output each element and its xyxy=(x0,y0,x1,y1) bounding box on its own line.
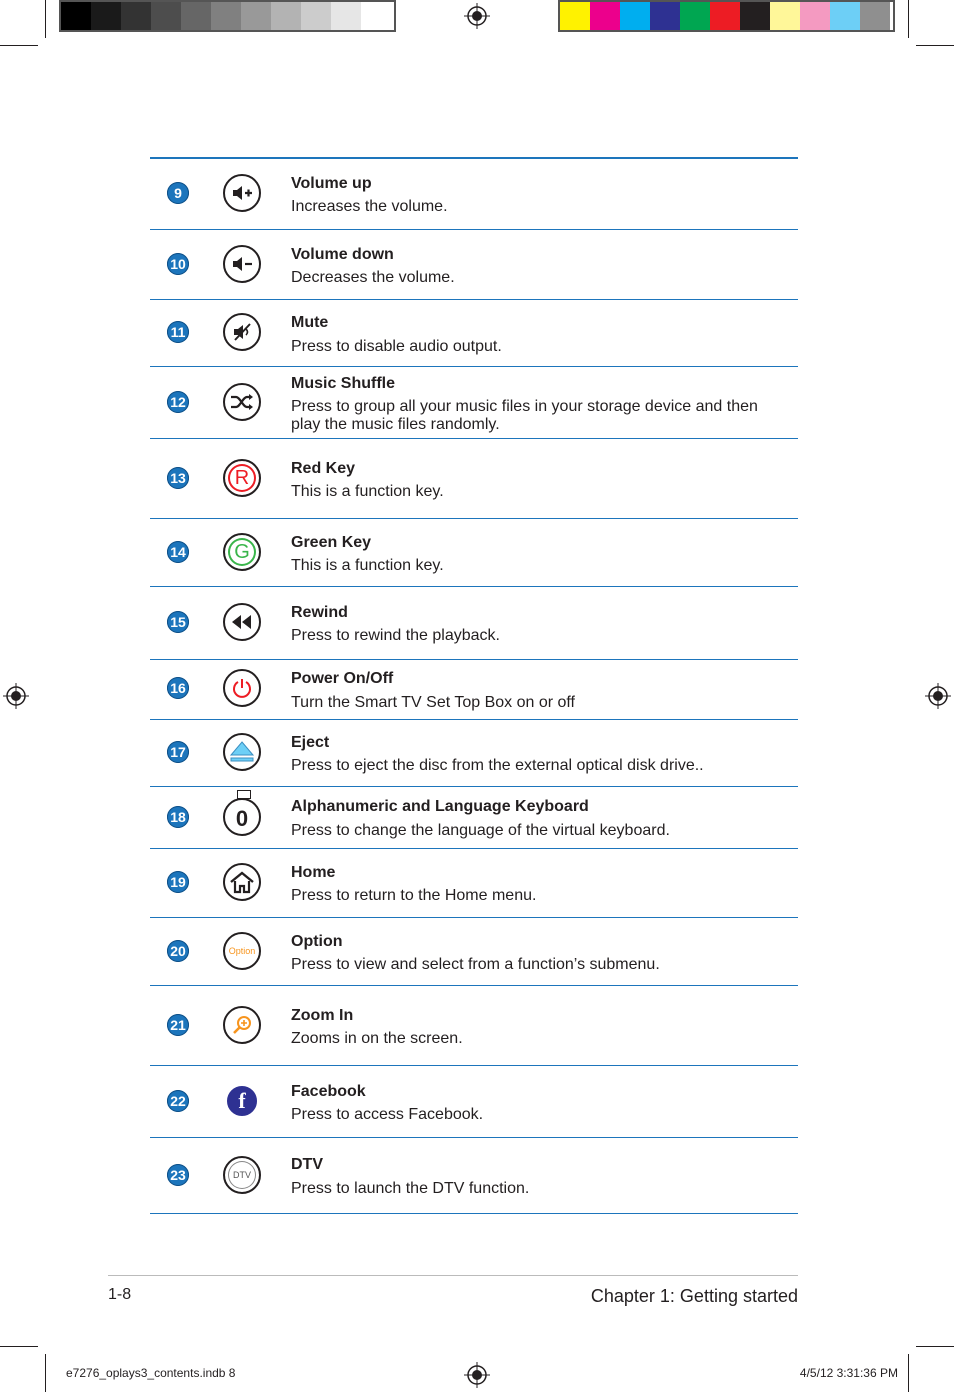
crop-mark xyxy=(0,1346,38,1347)
item-title: Facebook xyxy=(291,1083,366,1100)
table-top-border xyxy=(150,157,798,159)
registration-mark-icon xyxy=(464,3,490,29)
item-description: Decreases the volume. xyxy=(291,269,455,286)
item-title: Mute xyxy=(291,314,329,331)
item-number-badge: 17 xyxy=(167,741,189,763)
row-divider xyxy=(150,917,798,918)
item-description: Press to return to the Home menu. xyxy=(291,887,537,904)
color-swatch xyxy=(830,2,860,30)
row-divider xyxy=(150,518,798,519)
gray-swatch xyxy=(121,2,151,30)
item-title: Option xyxy=(291,933,343,950)
keyboard-icon xyxy=(237,790,251,799)
facebook-glyph: f xyxy=(238,1088,246,1113)
gray-swatch xyxy=(61,2,91,30)
row-divider xyxy=(150,299,798,300)
item-number-badge: 18 xyxy=(167,806,189,828)
process-color-bar xyxy=(558,0,895,32)
row-divider xyxy=(150,1137,798,1138)
item-title: Home xyxy=(291,864,336,881)
row-divider xyxy=(150,586,798,587)
crop-mark xyxy=(0,45,38,46)
color-swatch xyxy=(770,2,800,30)
item-description: Press to disable audio output. xyxy=(291,338,502,355)
row-divider xyxy=(150,786,798,787)
page-number: 1-8 xyxy=(108,1286,132,1303)
color-swatch xyxy=(860,2,890,30)
row-divider xyxy=(150,1065,798,1066)
item-number-badge: 15 xyxy=(167,611,189,633)
dtv-icon xyxy=(223,1156,261,1194)
item-number-badge: 10 xyxy=(167,253,189,275)
item-title: Volume up xyxy=(291,175,372,192)
item-description: This is a function key. xyxy=(291,557,444,574)
zoom-in-icon xyxy=(223,1006,261,1044)
crop-mark xyxy=(908,1354,909,1392)
shuffle-icon xyxy=(223,383,261,421)
crop-mark xyxy=(916,45,954,46)
item-description: Press to rewind the playback. xyxy=(291,627,500,644)
item-description: Press to access Facebook. xyxy=(291,1106,484,1123)
color-swatch xyxy=(590,2,620,30)
item-description: Turn the Smart TV Set Top Box on or off xyxy=(291,694,575,711)
item-number-badge: 14 xyxy=(167,541,189,563)
option-icon xyxy=(223,932,261,970)
color-swatch xyxy=(560,2,590,30)
green-key-glyph: G xyxy=(234,540,250,563)
item-description: Press to launch the DTV function. xyxy=(291,1180,530,1197)
gray-swatch xyxy=(301,2,331,30)
item-description: Press to change the language of the virtual keyboard. xyxy=(291,822,670,839)
keyboard-zero-glyph: 0 xyxy=(235,806,249,831)
item-number-badge: 11 xyxy=(167,321,189,343)
red-key-glyph: R xyxy=(234,466,250,489)
row-divider xyxy=(150,229,798,230)
gray-swatch xyxy=(91,2,121,30)
item-description: Press to group all your music files in your storage device and then play the music files randomly. xyxy=(291,398,758,433)
item-title: Rewind xyxy=(291,604,348,621)
gray-swatch xyxy=(361,2,391,30)
crop-mark xyxy=(45,1354,46,1392)
color-swatch xyxy=(710,2,740,30)
item-title: Power On/Off xyxy=(291,670,394,687)
chapter-title: Chapter 1: Getting started xyxy=(590,1286,798,1306)
item-number-badge: 12 xyxy=(167,391,189,413)
item-title: Green Key xyxy=(291,534,372,551)
gray-swatch xyxy=(181,2,211,30)
home-icon xyxy=(223,863,261,901)
grayscale-color-bar xyxy=(59,0,396,32)
item-description: Press to eject the disc from the external optical disk drive.. xyxy=(291,757,704,774)
option-glyph: Option xyxy=(228,946,256,956)
item-title: Red Key xyxy=(291,460,356,477)
item-number-badge: 16 xyxy=(167,677,189,699)
item-title: Alphanumeric and Language Keyboard xyxy=(291,798,589,815)
item-description: This is a function key. xyxy=(291,483,444,500)
volume-down-icon xyxy=(223,245,261,283)
rewind-icon xyxy=(223,603,261,641)
eject-icon xyxy=(223,733,261,771)
slug-filename: e7276_oplays3_contents.indb 8 xyxy=(66,1366,236,1380)
crop-mark xyxy=(45,0,46,38)
gray-swatch xyxy=(151,2,181,30)
volume-up-icon xyxy=(223,174,261,212)
color-swatch xyxy=(650,2,680,30)
gray-swatch xyxy=(211,2,241,30)
row-divider xyxy=(150,719,798,720)
keyboard-zero-icon xyxy=(223,798,261,836)
row-divider xyxy=(150,985,798,986)
item-description: Zooms in on the screen. xyxy=(291,1030,463,1047)
red-key-icon xyxy=(223,459,261,497)
registration-mark-icon xyxy=(925,683,951,709)
registration-mark-icon xyxy=(464,1362,490,1388)
color-swatch xyxy=(680,2,710,30)
gray-swatch xyxy=(271,2,301,30)
color-swatch xyxy=(620,2,650,30)
gray-swatch xyxy=(331,2,361,30)
row-divider xyxy=(150,659,798,660)
registration-mark-icon xyxy=(3,683,29,709)
item-title: Music Shuffle xyxy=(291,375,396,392)
row-divider xyxy=(150,366,798,367)
facebook-icon xyxy=(227,1086,257,1116)
item-number-badge: 9 xyxy=(167,182,189,204)
crop-mark xyxy=(908,0,909,38)
power-icon xyxy=(223,669,261,707)
item-number-badge: 20 xyxy=(167,940,189,962)
slug-timestamp: 4/5/12 3:31:36 PM xyxy=(799,1366,898,1380)
green-key-icon xyxy=(223,533,261,571)
row-divider xyxy=(150,438,798,439)
item-number-badge: 19 xyxy=(167,871,189,893)
item-description: Press to view and select from a function’s submenu. xyxy=(291,956,660,973)
color-swatch xyxy=(740,2,770,30)
item-title: Eject xyxy=(291,734,330,751)
item-title: Volume down xyxy=(291,246,394,263)
item-number-badge: 22 xyxy=(167,1090,189,1112)
item-number-badge: 23 xyxy=(167,1164,189,1186)
item-title: Zoom In xyxy=(291,1007,354,1024)
mute-icon xyxy=(223,313,261,351)
item-number-badge: 21 xyxy=(167,1014,189,1036)
gray-swatch xyxy=(241,2,271,30)
row-divider xyxy=(150,848,798,849)
row-divider xyxy=(150,1213,798,1214)
crop-mark xyxy=(916,1346,954,1347)
footer-rule xyxy=(108,1275,798,1276)
color-swatch xyxy=(800,2,830,30)
item-description: Increases the volume. xyxy=(291,198,448,215)
dtv-glyph: DTV xyxy=(233,1170,251,1180)
item-title: DTV xyxy=(291,1156,323,1173)
item-number-badge: 13 xyxy=(167,467,189,489)
